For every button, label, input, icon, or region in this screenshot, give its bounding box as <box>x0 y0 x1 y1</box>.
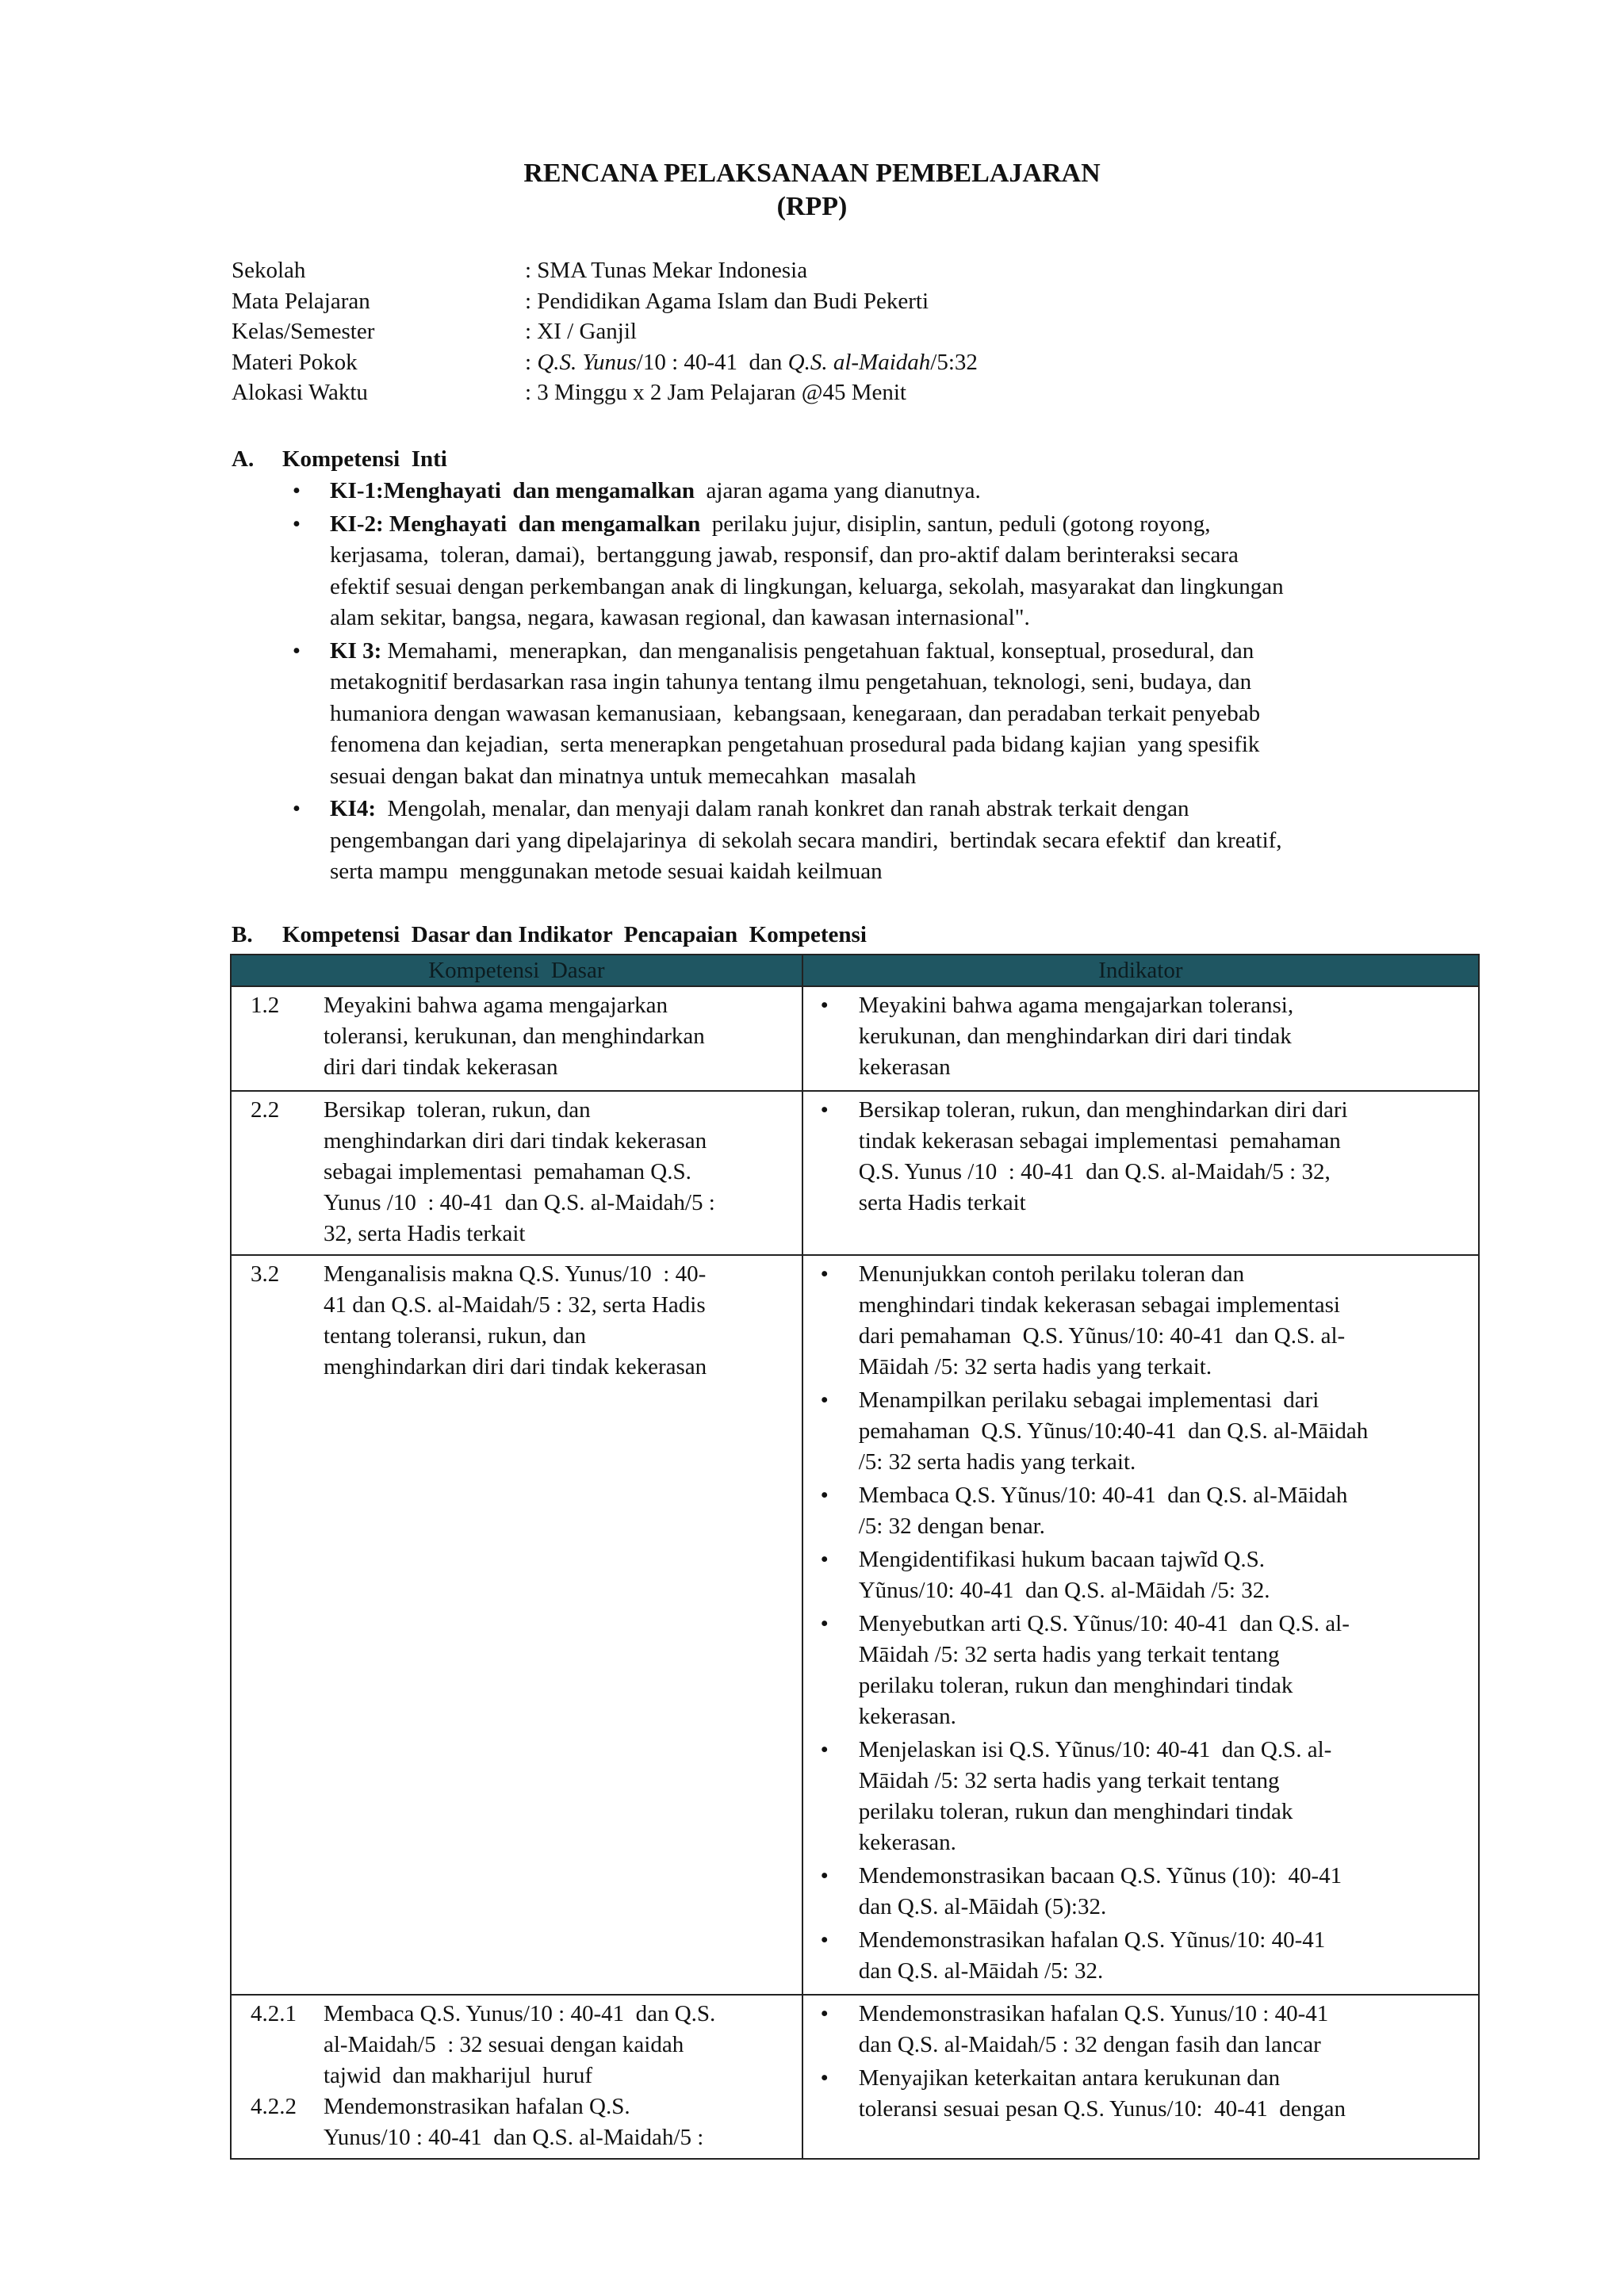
list-item: • Mendemonstrasikan hafalan Q.S. Yunus/10 : 40-41 dan Q.S. al-Maidah/5 : 32 dengan fasih dan lancar <box>811 1999 1470 2061</box>
info-label: Kelas/Semester <box>232 319 375 344</box>
kd-number: 2.2 <box>251 1097 280 1123</box>
info-value: : Q.S. Yunus/10 : 40-41 dan Q.S. al-Maidah/5:32 <box>525 349 978 375</box>
info-value: : Pendidikan Agama Islam dan Budi Pekerti <box>525 288 929 314</box>
indikator-cell <box>802 1995 1479 2159</box>
indikator-cell <box>802 1255 1479 1995</box>
bullet-icon: • <box>820 1863 829 1888</box>
bullet-icon: • <box>820 1097 829 1123</box>
bullet-icon: • <box>820 2001 829 2026</box>
info-label: Materi Pokok <box>232 349 358 375</box>
info-label: Sekolah <box>232 258 306 283</box>
document-title: RENCANA PELAKSANAAN PEMBELAJARAN <box>523 159 1101 188</box>
bullet-icon: • <box>820 1387 829 1413</box>
info-label: Alokasi Waktu <box>232 380 368 405</box>
kd-text: Membaca Q.S. Yunus/10 : 40-41 dan Q.S. al-Maidah/5 : 32 sesuai dengan kaidah tajwid dan makharijul huruf <box>324 2001 716 2088</box>
list-item-ki2: • KI-2: Menghayati dan mengamalkan perilaku jujur, disiplin, santun, peduli (gotong royong, kerjasama, toleran, damai), bertanggung jawab, responsif, dan pro-aktif dalam berinteraksi secara efektif sesuai dengan perkembangan anak di lingkungan, keluarga, sekolah, masyarakat dan lingkungan alam sekitar, bangsa, negara, kawasan regional, dan kawasan internasional". <box>281 509 1470 634</box>
info-row-alokasi <box>232 377 978 408</box>
column-header-kd: Kompetensi Dasar <box>231 955 802 986</box>
list-item: • Meyakini bahwa agama mengajarkan toleransi, kerukunan, dan menghindarkan diri dari tindak kekerasan <box>811 990 1470 1083</box>
indikator-cell <box>802 986 1479 1091</box>
bullet-icon: • <box>292 478 301 503</box>
list-item: • Mendemonstrasikan hafalan Q.S. Yũnus/10: 40-41 dan Q.S. al-Māidah /5: 32. <box>811 1925 1470 1987</box>
info-value: : XI / Ganjil <box>525 319 637 344</box>
list-item: • Membaca Q.S. Yũnus/10: 40-41 dan Q.S. al-Māidah /5: 32 dengan benar. <box>811 1480 1470 1542</box>
list-item: • Menampilkan perilaku sebagai implementasi dari pemahaman Q.S. Yũnus/10:40-41 dan Q.S. al-Māidah /5: 32 serta hadis yang terkait. <box>811 1385 1470 1478</box>
section-a-heading: A. Kompetensi Inti <box>232 446 447 472</box>
kompetensi-dasar-table <box>230 954 1480 2160</box>
kd-cell <box>231 986 802 1091</box>
bullet-icon: • <box>820 2065 829 2091</box>
kd-cell <box>231 1091 802 1255</box>
info-value: : SMA Tunas Mekar Indonesia <box>525 258 808 283</box>
indikator-cell <box>802 1091 1479 1255</box>
list-item-ki4: • KI4: Mengolah, menalar, dan menyaji dalam ranah konkret dan ranah abstrak terkait dengan pengembangan dari yang dipelajarinya di sekolah secara mandiri, bertindak secara efektif dan kreatif, serta mampu menggunakan metode sesuai kaidah keilmuan <box>281 794 1470 888</box>
info-row-materi <box>232 347 978 378</box>
kompetensi-inti-list <box>281 476 1470 890</box>
bullet-icon: • <box>292 796 301 821</box>
info-row-mapel <box>232 286 978 317</box>
list-item: • Menyajikan keterkaitan antara kerukunan dan toleransi sesuai pesan Q.S. Yunus/10: 40-41 dengan <box>811 2063 1470 2125</box>
table-row <box>231 1255 1479 1995</box>
kd-cell <box>231 1995 802 2159</box>
kd-number: 1.2 <box>251 993 280 1018</box>
bullet-icon: • <box>820 1261 829 1287</box>
info-row-sekolah <box>232 255 978 286</box>
table-row <box>231 1995 1479 2159</box>
list-item: • Menjelaskan isi Q.S. Yũnus/10: 40-41 dan Q.S. al- Māidah /5: 32 serta hadis yang terkait tentang perilaku toleran, rukun dan menghindari tindak kekerasan. <box>811 1735 1470 1858</box>
bullet-icon: • <box>292 511 301 537</box>
kd-text: Mendemonstrasikan hafalan Q.S. Yunus/10 : 40-41 dan Q.S. al-Maidah/5 : <box>324 2094 704 2150</box>
info-row-kelas <box>232 316 978 347</box>
list-item: • Menunjukkan contoh perilaku toleran dan menghindari tindak kekerasan sebagai implementasi dari pemahaman Q.S. Yũnus/10: 40-41 dan Q.S. al- Māidah /5: 32 serta hadis yang terkait. <box>811 1259 1470 1383</box>
list-item: • Bersikap toleran, rukun, dan menghindarkan diri dari tindak kekerasan sebagai implementasi pemahaman Q.S. Yunus /10 : 40-41 dan Q.S. al-Maidah/5 : 32, serta Hadis terkait <box>811 1095 1470 1219</box>
bullet-icon: • <box>292 637 301 664</box>
section-b-heading: B. Kompetensi Dasar dan Indikator Pencapaian Kompetensi <box>232 922 867 947</box>
bullet-icon: • <box>820 1547 829 1572</box>
info-label: Mata Pelajaran <box>232 288 370 314</box>
kd-text: Menganalisis makna Q.S. Yunus/10 : 40- 41 dan Q.S. al-Maidah/5 : 32, serta Hadis tentang toleransi, rukun, dan menghindarkan diri dari tindak kekerasan <box>324 1261 707 1380</box>
kd-number: 4.2.1 <box>251 2001 297 2026</box>
bullet-icon: • <box>820 1737 829 1762</box>
table-row <box>231 986 1479 1091</box>
table-header-row <box>231 955 1479 986</box>
list-item-ki1: • KI-1:Menghayati dan mengamalkan ajaran agama yang dianutnya. <box>281 476 1470 507</box>
list-item: • Menyebutkan arti Q.S. Yũnus/10: 40-41 dan Q.S. al- Māidah /5: 32 serta hadis yang terkait tentang perilaku toleran, rukun dan menghindari tindak kekerasan. <box>811 1609 1470 1732</box>
kd-text: Meyakini bahwa agama mengajarkan toleransi, kerukunan, dan menghindarkan diri dari tindak kekerasan <box>324 993 705 1080</box>
info-value: : 3 Minggu x 2 Jam Pelajaran @45 Menit <box>525 380 906 405</box>
table-row <box>231 1091 1479 1255</box>
kd-text: Bersikap toleran, rukun, dan menghindarkan diri dari tindak kekerasan sebagai implementasi pemahaman Q.S. Yunus /10 : 40-41 dan Q.S. al-Maidah/5 : 32, serta Hadis terkait <box>324 1097 715 1246</box>
list-item: • Mendemonstrasikan bacaan Q.S. Yũnus (10): 40-41 dan Q.S. al-Māidah (5):32. <box>811 1861 1470 1923</box>
column-header-indikator: Indikator <box>802 955 1479 986</box>
bullet-icon: • <box>820 1927 829 1953</box>
document-subtitle: (RPP) <box>776 192 848 221</box>
kd-cell <box>231 1255 802 1995</box>
list-item-ki3: • KI 3: Memahami, menerapkan, dan menganalisis pengetahuan faktual, konseptual, prosedural, dan metakognitif berdasarkan rasa ingin tahunya tentang ilmu pengetahuan, teknologi, seni, budaya, dan humaniora dengan wawasan kemanusiaan, kebangsaan, kenegaraan, dan peradaban terkait penyebab fenomena dan kejadian, serta menerapkan pengetahuan prosedural pada bidang kajian yang spesifik sesuai dengan bakat dan minatnya untuk memecahkan masalah <box>281 636 1470 793</box>
bullet-icon: • <box>820 1483 829 1508</box>
identity-block <box>232 255 978 408</box>
bullet-icon: • <box>820 993 829 1018</box>
kd-number: 4.2.2 <box>251 2094 297 2119</box>
kd-number: 3.2 <box>251 1261 280 1287</box>
bullet-icon: • <box>820 1611 829 1636</box>
list-item: • Mengidentifikasi hukum bacaan tajwĩd Q.S. Yũnus/10: 40-41 dan Q.S. al-Māidah /5: 32. <box>811 1544 1470 1606</box>
